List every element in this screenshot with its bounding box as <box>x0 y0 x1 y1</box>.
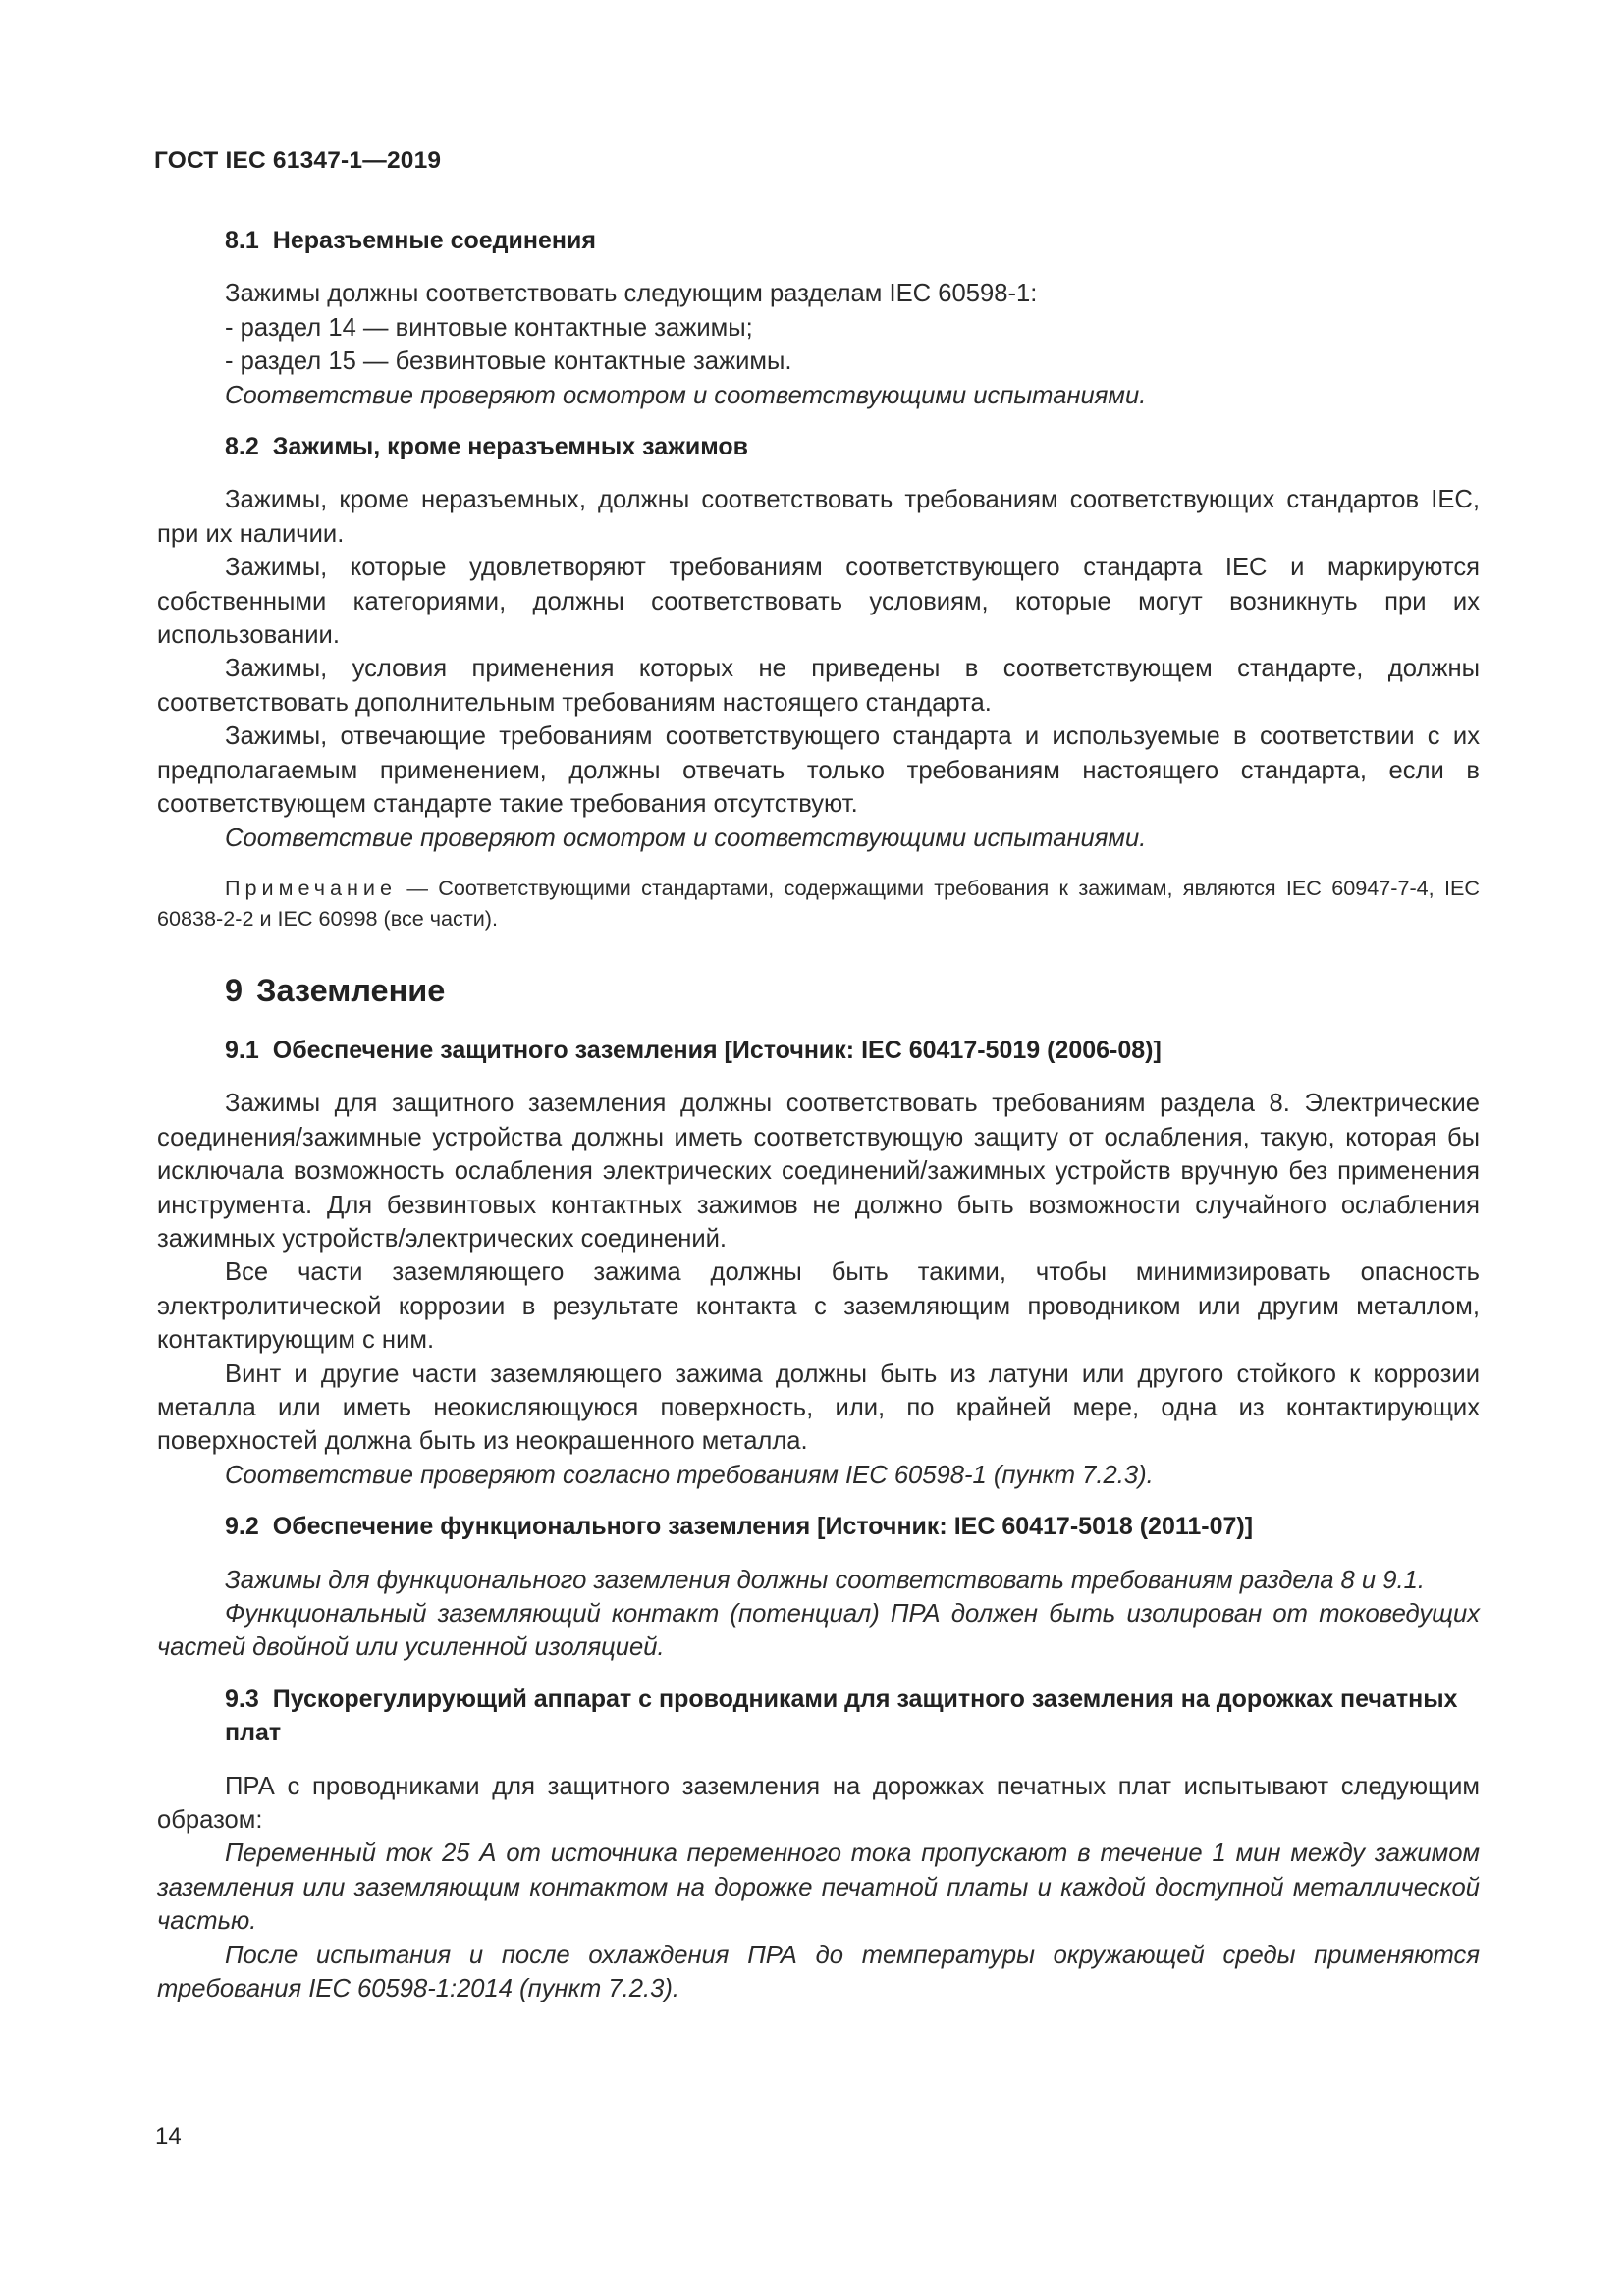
standard-header: ГОСТ IEC 61347-1—2019 <box>154 147 442 174</box>
page-number: 14 <box>155 2123 182 2150</box>
paragraph: Винт и другие части заземляющего зажима должны быть из латуни или другого стойкого к коррозии металла или иметь неокисляющуюся поверхность, или, по крайней мере, одна из контактирующих поверхностей должна быть из неокрашенного металла. <box>157 1360 1480 1456</box>
section-title: Зажимы, кроме неразъемных зажимов <box>272 433 749 461</box>
section-title: Обеспечение функционального заземления [Источник: IEC 60417-5018 (2011-07)] <box>272 1513 1254 1541</box>
section-number: 8.1 <box>225 227 259 254</box>
section-9-1-heading <box>157 1034 1480 1067</box>
section-title: Заземление <box>256 972 446 1008</box>
note <box>157 873 1480 934</box>
section-8-1-heading <box>157 224 1480 257</box>
section-title: Пускорегулирующий аппарат с проводниками для защитного заземления на дорожках печатных плат <box>225 1684 1458 1747</box>
compliance-check: Соответствие проверяют осмотром и соответствующими испытаниями. <box>225 381 1147 409</box>
list-item: - раздел 15 — безвинтовые контактные зажимы. <box>225 347 792 376</box>
section-8-2-heading <box>157 430 1480 463</box>
paragraph: Зажимы для защитного заземления должны соответствовать требованиям раздела 8. Электрические соединения/зажимные устройства должны иметь соответствующую защиту от ослабления, такую, которая бы исключала возможность ослабления электрических соединений/зажимных устройств вручную без применения инструмента. Для безвинтовых контактных зажимов не должно быть возможности случайного ослабления зажимных устройств/электрических соединений. <box>157 1090 1480 1253</box>
note-label: Примечание <box>225 875 397 900</box>
paragraph: Зажимы должны соответствовать следующим разделам IEC 60598-1: <box>225 280 1038 308</box>
section-9-heading <box>157 971 1480 1010</box>
section-number: 9.1 <box>225 1036 259 1064</box>
paragraph: Функциональный заземляющий контакт (потенциал) ПРА должен быть изолирован от токоведущих частей двойной или усиленной изоляцией. <box>157 1600 1480 1662</box>
paragraph: Зажимы, кроме неразъемных, должны соответствовать требованиям соответствующих стандартов IEC, при их наличии. <box>157 486 1480 548</box>
section-title: Обеспечение защитного заземления [Источник: IEC 60417-5019 (2006-08)] <box>272 1036 1162 1064</box>
paragraph: ПРА с проводниками для защитного заземления на дорожках печатных плат испытывают следующим образом: <box>157 1772 1480 1835</box>
note-text: — Соответствующими стандартами, содержащими требования к зажимам, являются IEC 60947-7-4, IEC 60838-2-2 и IEC 60998 (все части). <box>157 875 1480 931</box>
paragraph: После испытания и после охлаждения ПРА до температуры окружающей среды применяются требования IEC 60598-1:2014 (пункт 7.2.3). <box>157 1941 1480 2003</box>
section-number: 9.3 <box>225 1684 259 1713</box>
compliance-check: Соответствие проверяют согласно требованиям IEC 60598-1 (пункт 7.2.3). <box>225 1461 1154 1489</box>
compliance-check: Соответствие проверяют осмотром и соответствующими испытаниями. <box>225 824 1147 852</box>
section-number: 8.2 <box>225 433 259 461</box>
section-number: 9.2 <box>225 1513 259 1541</box>
paragraph: Зажимы, которые удовлетворяют требованиям соответствующего стандарта IEC и маркируются собственными категориями, должны соответствовать условиям, которые могут возникнуть при их использовании. <box>157 554 1480 650</box>
section-number: 9 <box>225 972 244 1008</box>
paragraph: Переменный ток 25 А от источника переменного тока пропускают в течение 1 мин между зажимом заземления или заземляющим контактом на дорожке печатной платы и каждой доступной металлической частью. <box>157 1840 1480 1936</box>
section-title: Неразъемные соединения <box>272 227 596 254</box>
paragraph: Зажимы, условия применения которых не приведены в соответствующем стандарте, должны соответствовать дополнительным требованиям настоящего стандарта. <box>157 655 1480 717</box>
paragraph: Зажимы для функционального заземления должны соответствовать требованиям раздела 8 и 9.1. <box>225 1566 1425 1594</box>
list-item: - раздел 14 — винтовые контактные зажимы; <box>225 313 753 342</box>
document-body <box>157 224 1480 2005</box>
section-9-2-heading <box>157 1510 1480 1543</box>
paragraph: Все части заземляющего зажима должны быть такими, чтобы минимизировать опасность электролитической коррозии в результате контакта с заземляющим проводником или другим металлом, контактирующим с ним. <box>157 1258 1480 1355</box>
paragraph: Зажимы, отвечающие требованиям соответствующего стандарта и используемые в соответствии с их предполагаемым применением, должны отвечать только требованиям настоящего стандарта, если в соответствующем стандарте такие требования отсутствуют. <box>157 722 1480 819</box>
section-9-3-heading <box>157 1682 1480 1750</box>
